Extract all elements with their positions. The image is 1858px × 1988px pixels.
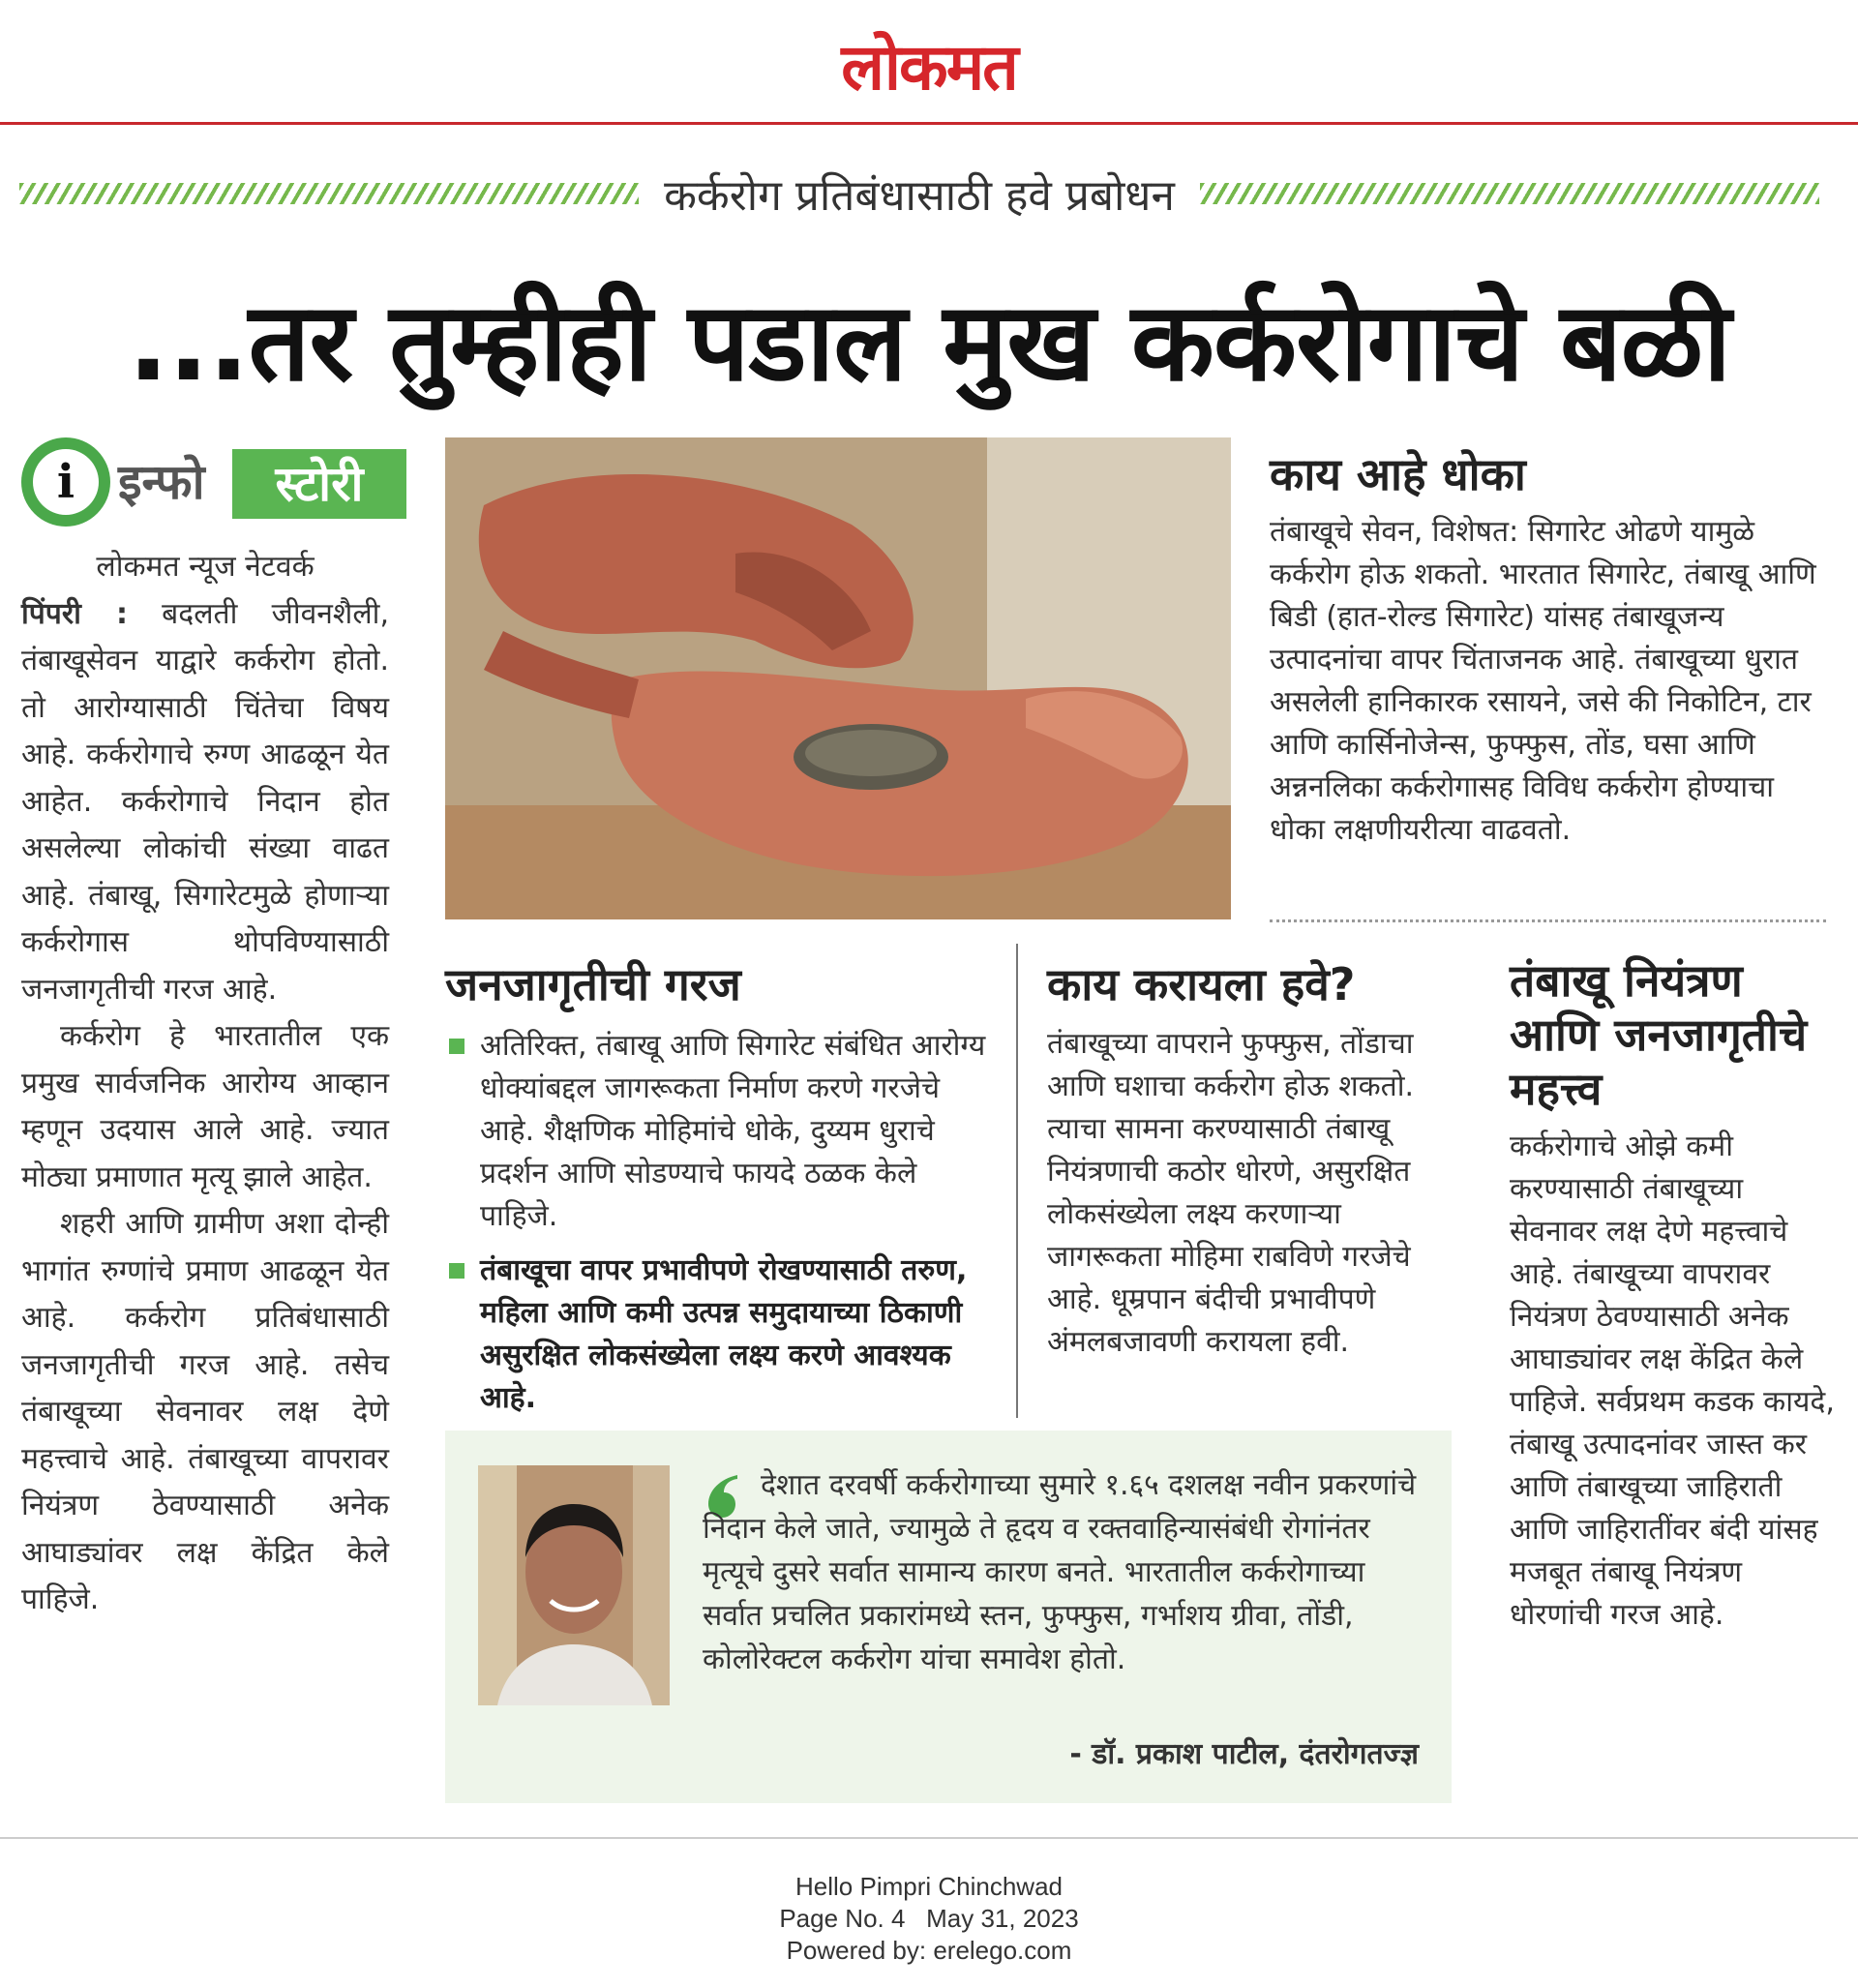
quote-attribution: - डॉ. प्रकाश पाटील, दंतरोगतज्ज्ञ bbox=[1069, 1737, 1419, 1771]
kicker-row bbox=[19, 165, 1819, 223]
story-para-2: कर्करोग हे भारतातील एक प्रमुख सार्वजनिक आरोग्य आव्हान म्हणून उदयास आले आहे. ज्यात मोठ्या प्रमाणात मृत्यू झाले आहेत. bbox=[21, 1019, 389, 1194]
footer-divider bbox=[0, 1837, 1858, 1839]
dateline: पिंपरी : bbox=[21, 596, 128, 631]
tobacco-hand-photo bbox=[445, 437, 1231, 919]
risk-title: काय आहे धोका bbox=[1270, 448, 1526, 500]
info-word: इन्फो bbox=[118, 454, 205, 510]
awareness-section bbox=[445, 953, 987, 1431]
todo-body: तंबाखूच्या वापराने फुफ्फुस, तोंडाचा आणि घशाचा कर्करोग होऊ शकतो. त्याचा सामना करण्यासाठी तंबाखू नियंत्रणाची कठोर धोरणे, असुरक्षित लोकसंख्येला लक्ष्य करणाऱ्या जागरूकता मोहिमा राबविणे गरजेचे आहे. धूम्रपान बंदीची प्रभावीपणे अंमलबजावणी करायला हवी. bbox=[1047, 1027, 1415, 1359]
footer-page-date: Page No. 4 May 31, 2023 bbox=[779, 1904, 1079, 1933]
hatch-right bbox=[1200, 183, 1819, 204]
section-divider bbox=[1270, 919, 1826, 922]
hatch-left bbox=[19, 183, 639, 204]
what-to-do-section bbox=[1047, 953, 1463, 1364]
para-1-text: बदलती जीवनशैली, तंबाखूसेवन याद्वारे कर्करोग होतो. तो आरोग्यासाठी चिंतेचा विषय आहे. कर्करोगाचे रुग्ण आढळून येत आहेत. कर्करोगाचे निदान होत असलेल्या लोकांची संख्या वाढत आहे. तंबाखू, सिगारेटमुळे होणाऱ्या कर्करोगास थोपविण्यासाठी जनजागृतीची गरज आहे. bbox=[21, 596, 389, 1007]
info-story-badge bbox=[21, 437, 389, 527]
story-para-3: शहरी आणि ग्रामीण अशा दोन्ही भागांत रुग्णांचे प्रमाण आढळून येत आहे. कर्करोग प्रतिबंधासाठी जनजागृतीची गरज आहे. तसेच तंबाखूच्या सेवनावर लक्ष देणे महत्त्वाचे आहे. तंबाखूच्या वापरावर नियंत्रण ठेवण्यासाठी अनेक आघाड्यांवर लक्ष केंद्रित केले पाहिजे. bbox=[21, 1207, 389, 1616]
bullet-1-text: अतिरिक्त, तंबाखू आणि सिगारेट संबंधित आरोग्य धोक्यांबद्दल जागरूकता निर्माण करणे गरजेचे आहे. शैक्षणिक मोहिमांचे धोके, दुय्यम धुराचे प्रदर्शन आणि सोडण्याचे फायदे ठळक केले पाहिजे. bbox=[480, 1029, 986, 1233]
byline: लोकमत न्यूज नेटवर्क bbox=[96, 550, 315, 584]
green-square-bullet-icon bbox=[449, 1263, 464, 1279]
portrait-illustration bbox=[478, 1465, 670, 1705]
awareness-bullets bbox=[445, 1025, 987, 1420]
risk-body: तंबाखूचे सेवन, विशेषत: सिगारेट ओढणे यामुळे कर्करोग होऊ शकतो. भारतात सिगारेट, तंबाखू आणि बिडी (हात-रोल्ड सिगारेट) यांसह तंबाखूजन्य उत्पादनांचा वापर चिंताजनक आहे. तंबाखूच्या धुरात असलेली हानिकारक रसायने, जसे की निकोटिन, टार आणि कार्सिनोजेन्स, फुफ्फुस, तोंड, घसा आणि अन्ननलिका कर्करोगासह विविध कर्करोग होण्याचा धोका लक्षणीयरीत्या वाढवतो. bbox=[1270, 515, 1816, 847]
risk-section bbox=[1270, 443, 1821, 852]
tobacco-control-title: तंबाखू नियंत्रण आणि जनजागृतीचे महत्त्व bbox=[1510, 954, 1808, 1115]
bullet-1 bbox=[445, 1025, 987, 1238]
info-icon: i bbox=[21, 437, 110, 527]
left-column-story bbox=[21, 544, 389, 1624]
footer bbox=[0, 1871, 1858, 1967]
green-square-bullet-icon bbox=[449, 1039, 464, 1054]
awareness-title: जनजागृतीची गरज bbox=[445, 958, 741, 1010]
column-divider bbox=[1016, 944, 1018, 1418]
headline: ...तर तुम्हीही पडाल मुख कर्करोगाचे बळी bbox=[127, 280, 1731, 406]
footer-edition: Hello Pimpri Chinchwad bbox=[795, 1872, 1063, 1901]
todo-title: काय करायला हवे? bbox=[1047, 958, 1356, 1010]
bullet-2 bbox=[445, 1250, 987, 1420]
quote-text: देशात दरवर्षी कर्करोगाच्या सुमारे १.६५ दशलक्ष नवीन प्रकरणांचे निदान केले जाते, ज्यामुळे ते हृदय व रक्तवाहिन्यासंबंधी रोगांनंतर मृत्यूचे दुसरे सर्वात सामान्य कारण बनते. भारतातील कर्करोगाच्या सर्वात प्रचलित प्रकारांमध्ये स्तन, फुफ्फुस, गर्भाशय ग्रीवा, तोंडी, कोलोरेक्टल कर्करोग यांचा समावेश होतो. bbox=[703, 1468, 1417, 1676]
hand-illustration bbox=[445, 437, 1231, 919]
tobacco-control-body: कर्करोगाचे ओझे कमी करण्यासाठी तंबाखूच्या सेवनावर लक्ष देणे महत्त्वाचे आहे. तंबाखूच्या वापरावर नियंत्रण ठेवण्यासाठी अनेक आघाड्यांवर लक्ष केंद्रित केले पाहिजे. सर्वप्रथम कडक कायदे, तंबाखू उत्पादनांवर जास्त कर आणि तंबाखूच्या जाहिराती आणि जाहिरातींवर बंदी यांसह मजबूत तंबाखू नियंत्रण धोरणांची गरज आहे. bbox=[1510, 1130, 1835, 1632]
kicker: कर्करोग प्रतिबंधासाठी हवे प्रबोधन bbox=[664, 171, 1175, 221]
story-para-1 bbox=[21, 591, 389, 1014]
newspaper-logo[interactable]: लोकमत bbox=[841, 29, 1017, 105]
story-word: स्टोरी bbox=[232, 449, 406, 519]
tobacco-control-section bbox=[1510, 953, 1839, 1637]
doctor-portrait bbox=[478, 1465, 670, 1705]
bullet-2-text: तंबाखूचा वापर प्रभावीपणे रोखण्यासाठी तरुण, महिला आणि कमी उत्पन्न समुदायाच्या ठिकाणी असुरक्षित लोकसंख्येला लक्ष्य करणे आवश्यक आहे. bbox=[480, 1253, 968, 1415]
footer-powered-by[interactable]: Powered by: erelego.com bbox=[786, 1936, 1072, 1965]
